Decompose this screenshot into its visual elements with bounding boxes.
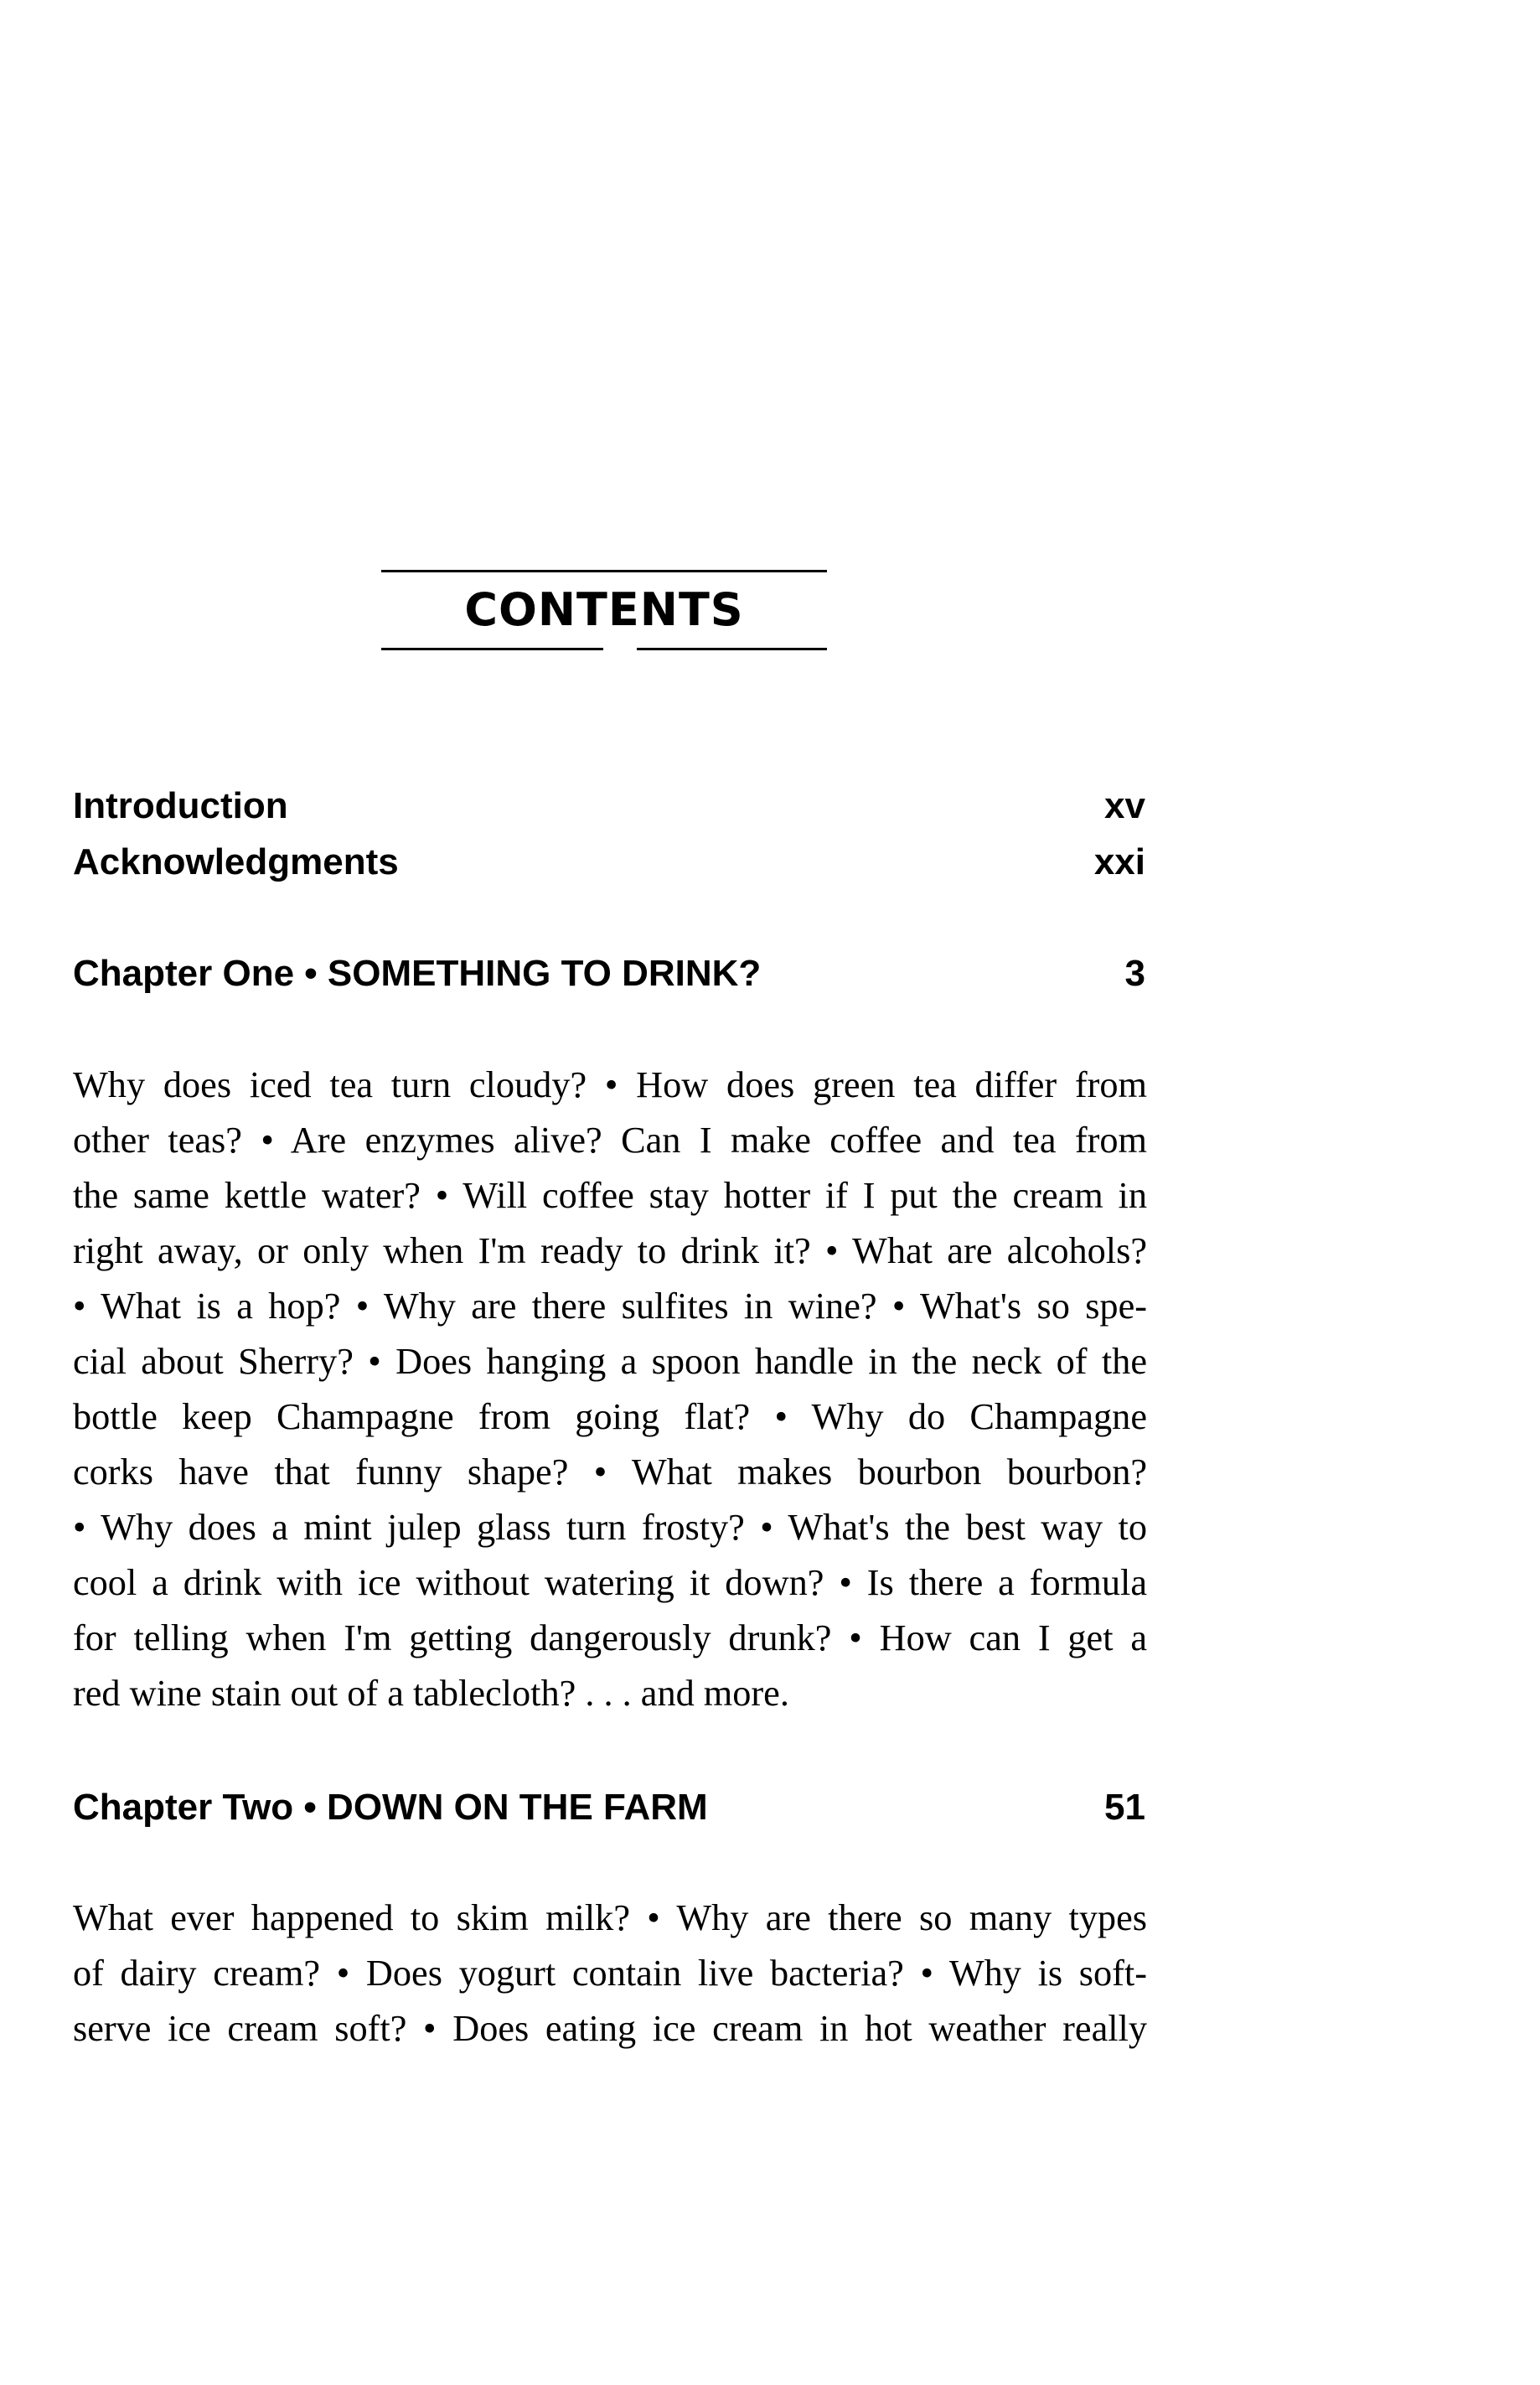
title-rule-bottom-left bbox=[381, 648, 603, 650]
toc-entry-page: xv bbox=[1104, 785, 1145, 826]
chapter-heading: Chapter Two • DOWN ON THE FARM bbox=[73, 1787, 708, 1828]
toc-entry-page: xxi bbox=[1093, 841, 1145, 882]
description-line: right away, or only when I'm ready to drink it? • What are alcohols? bbox=[73, 1230, 1147, 1271]
description-line: corks have that funny shape? • What makes bourbon bourbon? bbox=[73, 1451, 1147, 1493]
description-line: of dairy cream? • Does yogurt contain live bacteria? • Why is soft- bbox=[73, 1953, 1147, 1994]
description-line: cool a drink with ice without watering it down? • Is there a formula bbox=[73, 1562, 1147, 1603]
chapter-page: 3 bbox=[1124, 953, 1145, 994]
description-line: serve ice cream soft? • Does eating ice cream in hot weather really bbox=[73, 2008, 1147, 2049]
description-line: bottle keep Champagne from going flat? • Why do Champagne bbox=[73, 1396, 1147, 1437]
description-line: red wine stain out of a tablecloth? . . . and more. bbox=[73, 1673, 789, 1714]
chapter-heading: Chapter One • SOMETHING TO DRINK? bbox=[73, 953, 762, 994]
toc-entry-label: Acknowledgments bbox=[73, 841, 399, 882]
description-line: the same kettle water? • Will coffee stay hotter if I put the cream in bbox=[73, 1175, 1147, 1216]
description-line: Why does iced tea turn cloudy? • How does green tea differ from bbox=[73, 1064, 1147, 1105]
description-line: • What is a hop? • Why are there sulfites in wine? • What's so spe- bbox=[73, 1286, 1147, 1327]
description-line: cial about Sherry? • Does hanging a spoon handle in the neck of the bbox=[73, 1341, 1147, 1382]
chapter-two-description bbox=[73, 1891, 1147, 2056]
description-line: What ever happened to skim milk? • Why are there so many types bbox=[73, 1897, 1147, 1938]
chapter-one-description bbox=[73, 1058, 1147, 1721]
title-rule-top bbox=[381, 570, 827, 572]
description-line: • Why does a mint julep glass turn frosty? • What's the best way to bbox=[73, 1507, 1147, 1548]
toc-entry-label: Introduction bbox=[73, 785, 288, 826]
description-line: other teas? • Are enzymes alive? Can I make coffee and tea from bbox=[73, 1120, 1147, 1161]
title-rule-bottom-right bbox=[637, 648, 827, 650]
description-line: for telling when I'm getting dangerously drunk? • How can I get a bbox=[73, 1617, 1147, 1658]
chapter-page: 51 bbox=[1104, 1787, 1145, 1828]
page-title: CONTENTS bbox=[464, 583, 744, 636]
